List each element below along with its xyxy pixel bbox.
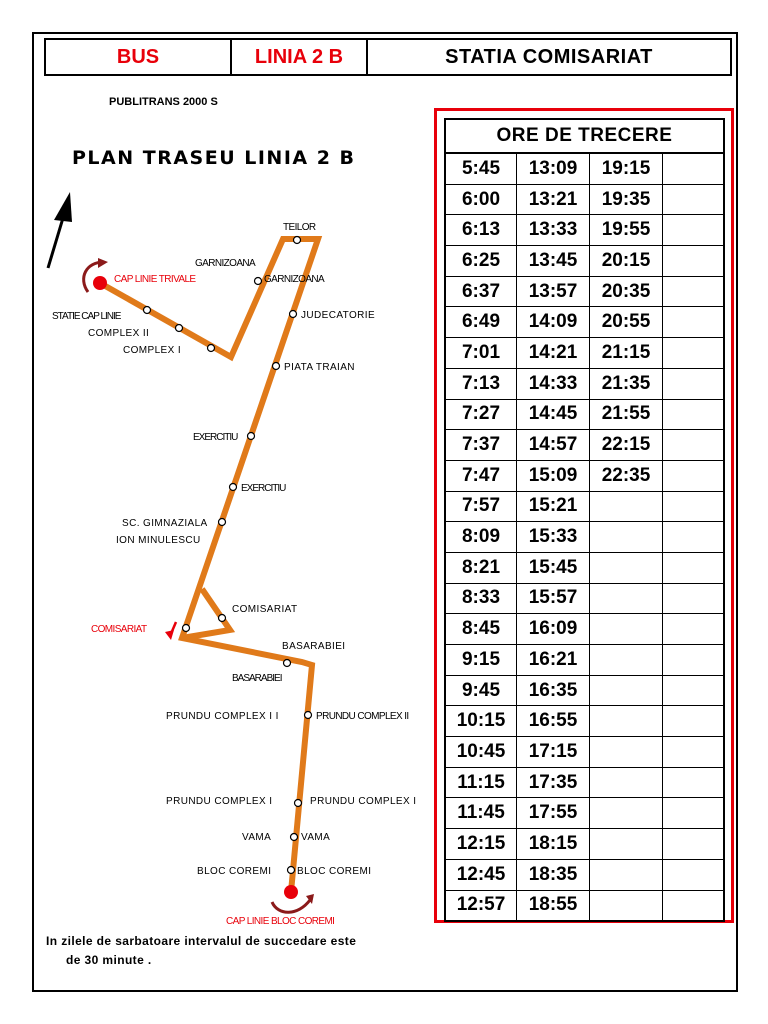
departure-time-cell — [663, 767, 725, 798]
departure-time-cell — [663, 829, 725, 860]
departure-time-cell: 16:21 — [517, 645, 590, 676]
stop-label-statie-cap-linie: STATIE CAP LINIE — [52, 311, 121, 322]
turnaround-arrow-icon — [272, 900, 310, 912]
departure-time-cell: 12:57 — [445, 890, 517, 921]
stop-marker — [219, 615, 226, 622]
departure-time-cell: 14:45 — [517, 399, 590, 430]
departure-time-cell: 13:09 — [517, 153, 590, 184]
stop-label-complex-ii: COMPLEX II — [88, 328, 150, 339]
departure-time-cell — [663, 307, 725, 338]
departure-time-cell — [663, 430, 725, 461]
timetable-row — [445, 307, 724, 338]
departure-time-cell — [663, 368, 725, 399]
departure-time-cell: 7:27 — [445, 399, 517, 430]
departure-time-cell: 20:35 — [590, 276, 663, 307]
terminal-label-bloc-coremi: CAP LINIE BLOC COREMI — [226, 916, 335, 927]
stop-label-prundu-complex-i: PRUNDU COMPLEX I — [310, 796, 417, 807]
departure-time-cell: 7:01 — [445, 338, 517, 369]
departure-time-cell: 19:55 — [590, 215, 663, 246]
stop-marker — [294, 237, 301, 244]
departure-time-cell: 14:09 — [517, 307, 590, 338]
stop-label-piata-traian: PIATA TRAIAN — [284, 362, 355, 373]
departure-time-cell — [663, 859, 725, 890]
timetable — [444, 118, 725, 922]
stop-label-exercitiu: EXERCITIU — [241, 483, 286, 494]
departure-time-cell: 13:33 — [517, 215, 590, 246]
departure-time-cell: 14:57 — [517, 430, 590, 461]
departure-time-cell — [663, 737, 725, 768]
stop-marker — [284, 660, 291, 667]
departure-time-cell — [663, 184, 725, 215]
departure-time-cell — [590, 798, 663, 829]
departure-time-cell: 22:15 — [590, 430, 663, 461]
holiday-note — [46, 932, 356, 970]
timetable-row — [445, 460, 724, 491]
departure-time-cell: 15:09 — [517, 460, 590, 491]
stop-label-sc-gimnaziala: SC. GIMNAZIALA — [122, 518, 208, 529]
timetable-row — [445, 246, 724, 277]
timetable-row — [445, 491, 724, 522]
departure-time-cell: 17:55 — [517, 798, 590, 829]
departure-time-cell: 7:47 — [445, 460, 517, 491]
stop-label-bloc-coremi: BLOC COREMI — [197, 866, 272, 877]
stop-label-ion-minulescu: ION MINULESCU — [116, 535, 201, 546]
transport-type: BUS — [46, 40, 232, 74]
timetable-row — [445, 184, 724, 215]
timetable-row — [445, 338, 724, 369]
timetable-row — [445, 583, 724, 614]
departure-time-cell: 15:33 — [517, 522, 590, 553]
departure-time-cell: 11:15 — [445, 767, 517, 798]
departure-time-cell: 9:45 — [445, 675, 517, 706]
stop-label-vama: VAMA — [301, 832, 331, 843]
timetable-row — [445, 614, 724, 645]
operator-name: PUBLITRANS 2000 S — [109, 96, 218, 108]
stop-label-garnizoana: GARNIZOANA — [264, 274, 325, 285]
timetable-row — [445, 890, 724, 921]
stop-label-bloc-coremi: BLOC COREMI — [297, 866, 372, 877]
departure-time-cell: 8:33 — [445, 583, 517, 614]
departure-time-cell: 7:37 — [445, 430, 517, 461]
departure-time-cell: 13:45 — [517, 246, 590, 277]
departure-time-cell — [663, 522, 725, 553]
departure-time-cell: 19:35 — [590, 184, 663, 215]
departure-time-cell — [590, 552, 663, 583]
departure-time-cell: 14:33 — [517, 368, 590, 399]
departure-time-cell — [590, 767, 663, 798]
timetable-row — [445, 859, 724, 890]
departure-time-cell: 9:15 — [445, 645, 517, 676]
timetable-row — [445, 767, 724, 798]
departure-time-cell — [663, 583, 725, 614]
departure-time-cell — [663, 491, 725, 522]
stop-marker — [273, 363, 280, 370]
departure-time-cell: 10:45 — [445, 737, 517, 768]
departure-time-cell: 12:45 — [445, 859, 517, 890]
departure-time-cell: 14:21 — [517, 338, 590, 369]
departure-time-cell: 13:57 — [517, 276, 590, 307]
timetable-row — [445, 399, 724, 430]
departure-time-cell — [590, 829, 663, 860]
departure-time-cell — [590, 583, 663, 614]
comisariat-pointer-head-icon — [165, 630, 174, 640]
timetable-row — [445, 829, 724, 860]
departure-time-cell: 8:45 — [445, 614, 517, 645]
departure-time-cell: 6:49 — [445, 307, 517, 338]
departure-time-cell — [663, 399, 725, 430]
departure-time-cell — [590, 706, 663, 737]
timetable-row — [445, 706, 724, 737]
stop-marker — [295, 800, 302, 807]
stop-label-prundu-complex-ii: PRUNDU COMPLEX II — [316, 711, 409, 722]
stop-label-comisariat-current: COMISARIAT — [91, 624, 147, 635]
timetable-row — [445, 522, 724, 553]
stop-label-basarabiei: BASARABIEI — [282, 641, 346, 652]
departure-time-cell: 21:15 — [590, 338, 663, 369]
stop-marker — [305, 712, 312, 719]
departure-time-cell: 20:15 — [590, 246, 663, 277]
departure-time-cell — [590, 675, 663, 706]
departure-time-cell: 17:15 — [517, 737, 590, 768]
departure-time-cell — [590, 859, 663, 890]
stop-marker — [208, 345, 215, 352]
departure-time-cell: 6:13 — [445, 215, 517, 246]
north-arrow-icon — [48, 192, 72, 268]
timetable-row — [445, 153, 724, 184]
stop-label-comisariat: COMISARIAT — [232, 604, 298, 615]
timetable-row — [445, 798, 724, 829]
stop-label-teilor: TEILOR — [283, 222, 316, 233]
departure-time-cell: 16:35 — [517, 675, 590, 706]
departure-time-cell — [663, 215, 725, 246]
stop-label-garnizoana: GARNIZOANA — [195, 258, 256, 269]
departure-time-cell: 10:15 — [445, 706, 517, 737]
departure-time-cell — [590, 645, 663, 676]
departure-time-cell: 17:35 — [517, 767, 590, 798]
departure-time-cell — [663, 338, 725, 369]
departure-time-cell: 15:45 — [517, 552, 590, 583]
departure-time-cell: 8:21 — [445, 552, 517, 583]
departure-time-cell — [590, 614, 663, 645]
stop-marker — [288, 867, 295, 874]
stop-marker — [291, 834, 298, 841]
departure-time-cell: 15:57 — [517, 583, 590, 614]
stop-marker — [183, 625, 190, 632]
terminal-label-trivale: CAP LINIE TRIVALE — [114, 274, 196, 285]
departure-time-cell: 8:09 — [445, 522, 517, 553]
departure-time-cell: 7:13 — [445, 368, 517, 399]
departure-time-cell — [663, 614, 725, 645]
terminal-bloc-coremi-icon — [284, 885, 298, 899]
departure-time-cell: 5:45 — [445, 153, 517, 184]
departure-time-cell: 22:35 — [590, 460, 663, 491]
departure-time-cell — [663, 890, 725, 921]
stop-label-exercitiu: EXERCITIU — [193, 432, 238, 443]
terminal-trivale-icon — [93, 276, 107, 290]
departure-time-cell — [663, 798, 725, 829]
departure-time-cell — [663, 645, 725, 676]
departure-time-cell: 15:21 — [517, 491, 590, 522]
stop-label-vama: VAMA — [242, 832, 272, 843]
timetable-title: ORE DE TRECERE — [445, 119, 724, 153]
departure-time-cell: 18:15 — [517, 829, 590, 860]
timetable-row — [445, 737, 724, 768]
departure-time-cell — [663, 153, 725, 184]
timetable-row — [445, 368, 724, 399]
departure-time-cell: 19:15 — [590, 153, 663, 184]
stop-marker — [255, 278, 262, 285]
stop-marker — [230, 484, 237, 491]
timetable-row — [445, 645, 724, 676]
departure-time-cell — [663, 246, 725, 277]
departure-time-cell — [590, 737, 663, 768]
station-name: STATIA COMISARIAT — [445, 45, 653, 68]
timetable-row — [445, 552, 724, 583]
departure-time-cell — [663, 706, 725, 737]
departure-time-cell — [590, 491, 663, 522]
departure-time-cell: 7:57 — [445, 491, 517, 522]
departure-time-cell: 21:35 — [590, 368, 663, 399]
departure-time-cell: 11:45 — [445, 798, 517, 829]
departure-time-cell: 12:15 — [445, 829, 517, 860]
departure-time-cell: 6:37 — [445, 276, 517, 307]
departure-time-cell: 16:55 — [517, 706, 590, 737]
departure-time-cell: 18:35 — [517, 859, 590, 890]
stop-marker — [290, 311, 297, 318]
departure-time-cell — [663, 276, 725, 307]
stop-label-complex-i: COMPLEX I — [123, 345, 182, 356]
departure-time-cell — [590, 890, 663, 921]
stop-marker — [176, 325, 183, 332]
holiday-note-line1: In zilele de sarbatoare intervalul de succedare este — [46, 934, 357, 948]
departure-time-cell: 6:00 — [445, 184, 517, 215]
departure-time-cell: 6:25 — [445, 246, 517, 277]
stop-label-judecatorie: JUDECATORIE — [301, 310, 376, 321]
line-number: LINIA 2 B — [232, 40, 368, 74]
timetable-body — [445, 153, 724, 921]
timetable-row — [445, 430, 724, 461]
stop-label-basarabiei: BASARABIEI — [232, 673, 282, 684]
turnaround-arrowhead-icon — [98, 258, 108, 268]
departure-time-cell: 18:55 — [517, 890, 590, 921]
plan-title: PLAN TRASEU LINIA 2 B — [72, 147, 356, 169]
timetable-row — [445, 276, 724, 307]
timetable-row — [445, 675, 724, 706]
stop-label-prundu-complex-ii: PRUNDU COMPLEX I I — [166, 711, 279, 722]
departure-time-cell — [663, 552, 725, 583]
departure-time-cell: 16:09 — [517, 614, 590, 645]
departure-time-cell — [663, 675, 725, 706]
departure-time-cell — [590, 522, 663, 553]
departure-time-cell: 13:21 — [517, 184, 590, 215]
timetable-row — [445, 215, 724, 246]
departure-time-cell: 21:55 — [590, 399, 663, 430]
stop-marker — [144, 307, 151, 314]
stop-marker — [219, 519, 226, 526]
stop-marker — [248, 433, 255, 440]
departure-time-cell — [663, 460, 725, 491]
departure-time-cell: 20:55 — [590, 307, 663, 338]
stop-label-prundu-complex-i: PRUNDU COMPLEX I — [166, 796, 273, 807]
holiday-note-line2: de 30 minute . — [66, 953, 152, 967]
